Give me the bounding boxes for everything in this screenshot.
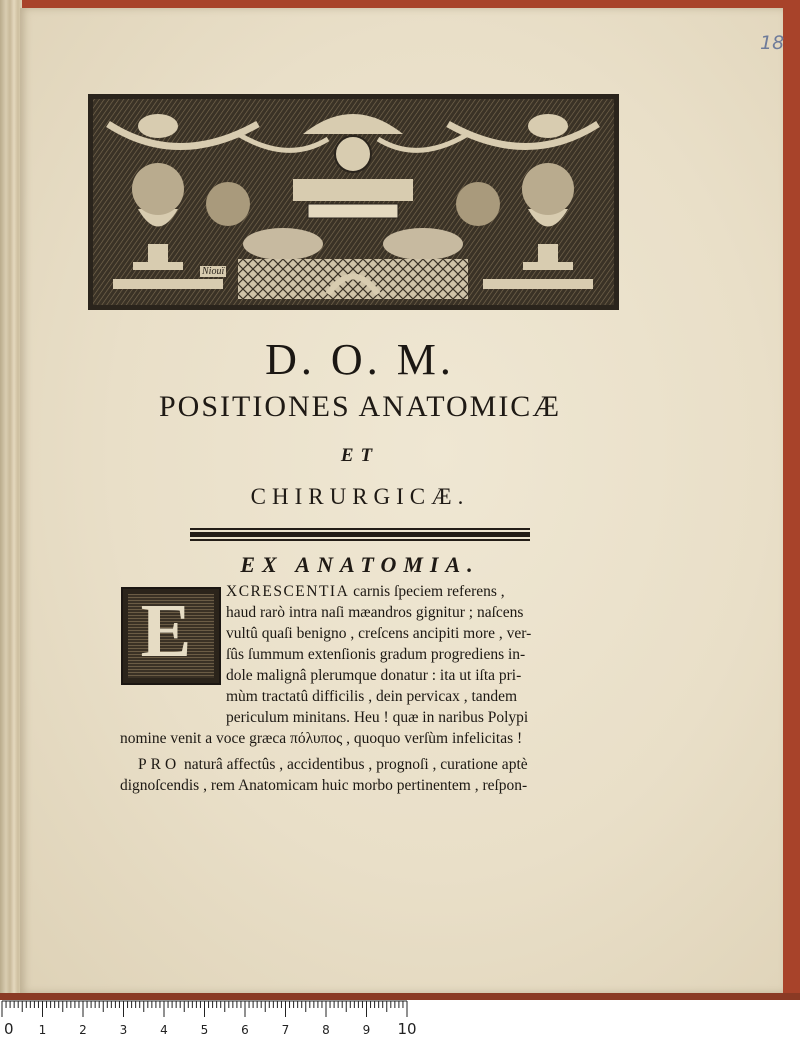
paragraph2-line-1-text: naturâ affectûs , accidentibus , prognoſi , curatione aptè [180, 756, 528, 773]
paragraph1-line-7: periculum minitans. Heu ! quæ in naribus Polypi [226, 709, 529, 726]
ruler-label: 6 [241, 1023, 249, 1037]
paragraph1-line-8: nomine venit a voce græca πόλυπος , quoquo verſùm infelicitas ! [120, 730, 523, 747]
paragraph2-first-word: PRO [138, 756, 181, 773]
ruler-label: 8 [322, 1023, 330, 1037]
folio-number: 18 [760, 32, 785, 54]
section-heading: EX ANATOMIA. [240, 552, 480, 577]
paragraph1-line-2: haud rarò intra naſi mæandros gignitur ; naſcens [226, 604, 524, 621]
paragraph1-line-3: vultû quaſi benigno , creſcens ancipiti more , ver- [226, 625, 532, 642]
title-positiones-anatomicae: POSITIONES ANATOMICÆ [159, 390, 561, 423]
ruler-label: 5 [200, 1023, 209, 1037]
book-page [20, 8, 783, 993]
paragraph1-first-word: XCRESCENTIA [226, 583, 350, 600]
paragraph1-line-6: mùm tractatû difficilis , dein pervicax , tandem [226, 688, 518, 705]
paragraph1-line-4: ſûs ſummum extenſionis gradum progrediens in- [226, 646, 526, 663]
paragraph1-line-1-text: carnis ſpeciem referens , [349, 583, 505, 600]
ruler-label: 7 [281, 1023, 290, 1037]
ruler-label: 10 [397, 1020, 417, 1038]
paragraph2-line-2: dignoſcendis , rem Anatomicam huic morbo pertinentem , reſpon- [120, 777, 528, 794]
engraver-signature: Niouï [202, 266, 225, 277]
paragraph2-line-1 [138, 756, 528, 774]
measuring-ruler [0, 1000, 800, 1039]
ruler-label: 1 [38, 1023, 47, 1037]
title-rule-middle [190, 532, 530, 537]
drop-cap-letter: E [140, 589, 192, 673]
ruler-label: 9 [362, 1023, 371, 1037]
title-rule-bottom [190, 539, 530, 541]
ruler-label: 0 [4, 1020, 14, 1038]
ruler-label: 3 [119, 1023, 128, 1037]
engraved-header-ornament [88, 94, 619, 310]
title-et: ET [340, 445, 380, 466]
title-chirurgicae: CHIRURGICÆ. [250, 484, 470, 509]
ruler-label: 4 [160, 1023, 168, 1037]
title-rule-top [190, 528, 530, 530]
ruler-label: 2 [79, 1023, 87, 1037]
page-stack-edge [0, 0, 22, 1000]
book-bottom-edge [0, 993, 800, 1000]
paragraph1-line-5: dole malignâ plerumque donatur : ita ut iſta pri- [226, 667, 522, 684]
decorated-drop-cap [121, 587, 221, 685]
title-dom: D. O. M. [265, 335, 455, 384]
paragraph1-line-1 [226, 583, 505, 601]
